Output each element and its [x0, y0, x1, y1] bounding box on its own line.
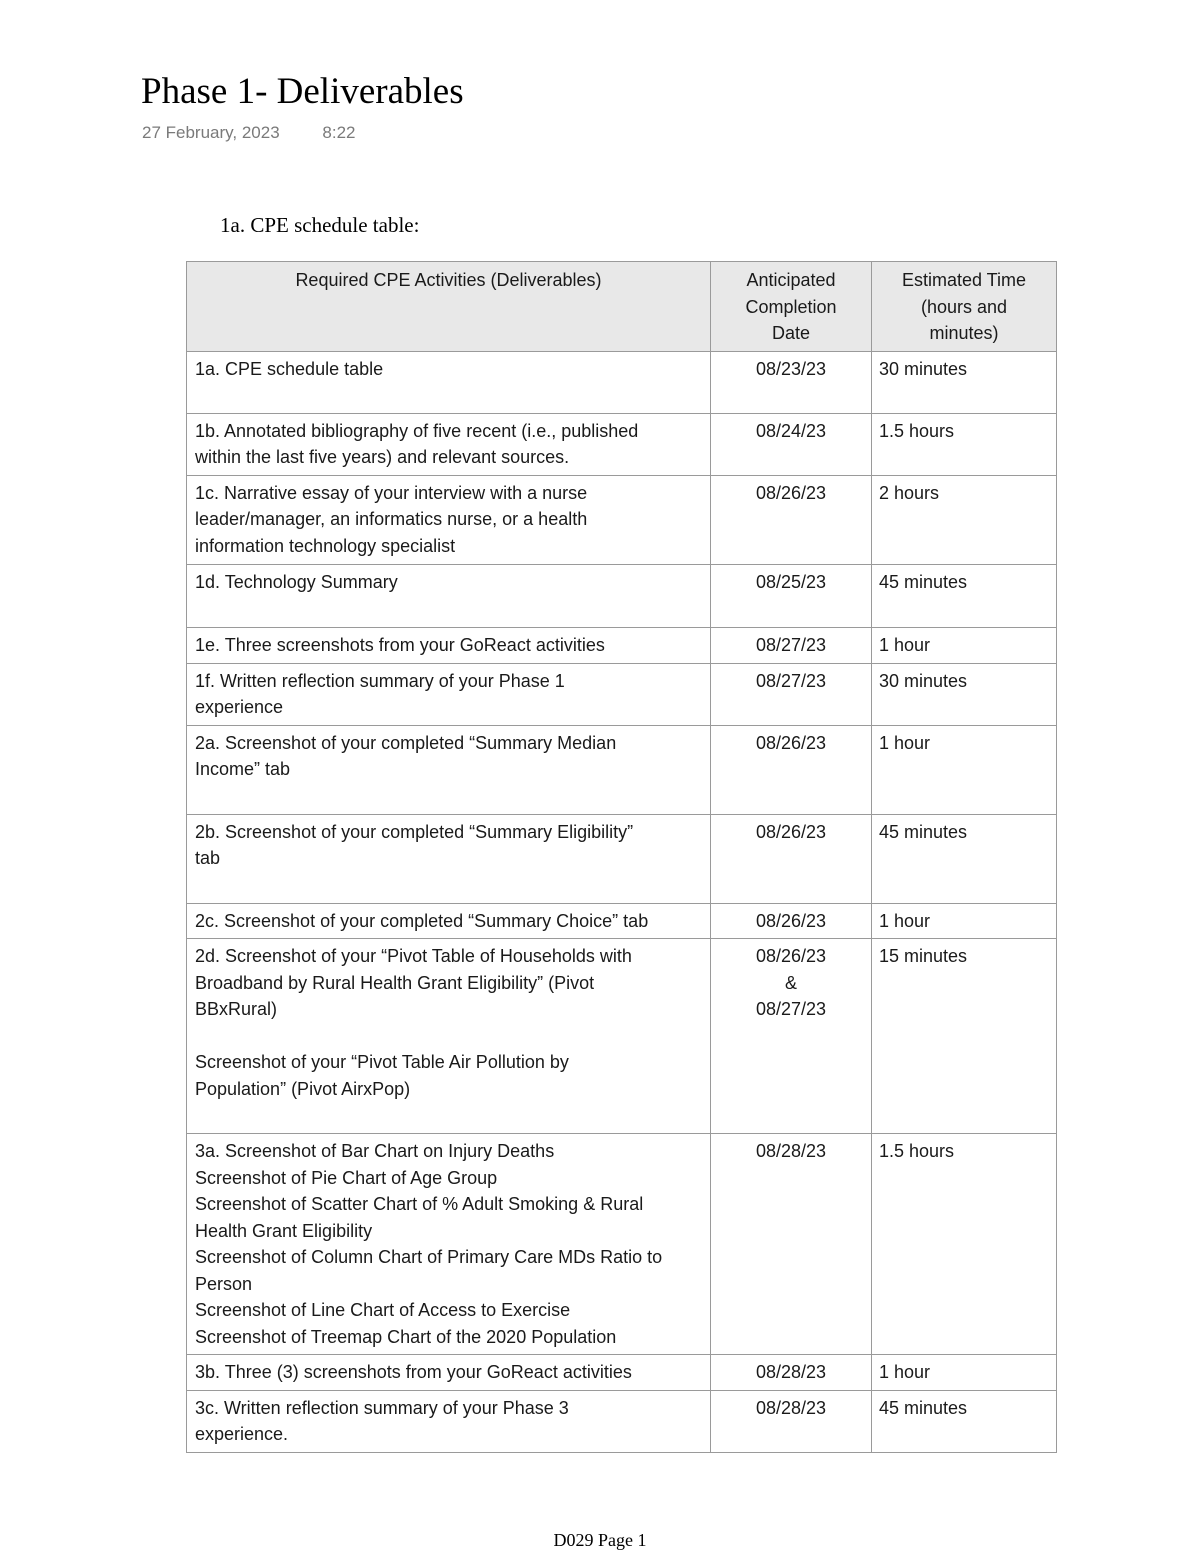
table-row [187, 413, 1057, 475]
activity-line: Broadband by Rural Health Grant Eligibility” (Pivot [195, 972, 595, 993]
cell-estimated-time: 1 hour [872, 725, 1057, 814]
cell-estimated-time: 2 hours [872, 475, 1057, 564]
cell-estimated-time: 1.5 hours [872, 413, 1057, 475]
activity-line: Person [195, 1273, 253, 1294]
table-row [187, 564, 1057, 627]
activity-line: 2c. Screenshot of your completed “Summary Choice” tab [195, 910, 649, 931]
cell-completion-date [711, 351, 872, 413]
cell-estimated-time: 45 minutes [872, 564, 1057, 627]
cell-completion-date [711, 725, 872, 814]
cell-activity [187, 1355, 711, 1391]
header-date [711, 262, 872, 352]
header-line: Estimated Time [901, 270, 1027, 290]
cell-completion-date [711, 1134, 872, 1355]
table-body [187, 351, 1057, 1452]
activity-line: tab [195, 848, 221, 868]
cell-estimated-time: 1 hour [872, 627, 1057, 663]
date-line: & [784, 972, 797, 993]
activity-line: Screenshot of Pie Chart of Age Group [195, 1167, 498, 1188]
activity-line [195, 1023, 702, 1050]
table-row [187, 1390, 1057, 1452]
table-row [187, 814, 1057, 903]
cell-estimated-time: 45 minutes [872, 1390, 1057, 1452]
header-line: Date [771, 323, 811, 343]
cell-activity [187, 413, 711, 475]
activity-line: 1a. CPE schedule table [195, 358, 384, 379]
cell-estimated-time: 15 minutes [872, 939, 1057, 1134]
cell-estimated-time: 1 hour [872, 1355, 1057, 1391]
table-row [187, 939, 1057, 1134]
date-line: 08/23/23 [755, 358, 827, 379]
activity-line: leader/manager, an informatics nurse, or a health [195, 509, 588, 529]
section-heading: 1a. CPE schedule table: [220, 213, 420, 237]
cell-completion-date [711, 903, 872, 939]
cell-estimated-time: 1 hour [872, 903, 1057, 939]
cell-completion-date [711, 1390, 872, 1452]
activity-line: Screenshot of your “Pivot Table Air Pollution by [195, 1052, 569, 1072]
date-line: 08/28/23 [755, 1362, 827, 1382]
date-line: 08/27/23 [755, 999, 827, 1019]
cpe-schedule-table [186, 261, 1057, 1453]
document-meta [142, 123, 356, 143]
activity-line: 2d. Screenshot of your “Pivot Table of Households with [195, 946, 632, 966]
activity-line: 1d. Technology Summary [195, 571, 398, 592]
activity-line: 3c. Written reflection summary of your Phase 3 [195, 1397, 569, 1418]
header-time [872, 262, 1057, 352]
activity-line: 2a. Screenshot of your completed “Summary Median [195, 732, 617, 753]
cell-activity [187, 939, 711, 1134]
activity-line: Income” tab [195, 759, 291, 779]
table-row [187, 1355, 1057, 1391]
table-row [187, 663, 1057, 725]
cell-activity [187, 564, 711, 627]
date-line: 08/24/23 [755, 420, 827, 441]
activity-line: 1e. Three screenshots from your GoReact activities [195, 634, 605, 655]
page-footer: D029 Page 1 [553, 1530, 647, 1550]
header-line: Required CPE Activities (Deliverables) [295, 270, 602, 290]
activity-line: Screenshot of Column Chart of Primary Care MDs Ratio to [195, 1247, 663, 1267]
cell-activity [187, 1134, 711, 1355]
header-line: (hours and [920, 296, 1008, 317]
activity-line: Screenshot of Scatter Chart of % Adult Smoking & Rural [195, 1194, 644, 1214]
table-row [187, 1134, 1057, 1355]
activity-line: experience [195, 697, 284, 717]
date-line: 08/26/23 [755, 821, 827, 842]
cell-activity [187, 351, 711, 413]
cell-completion-date [711, 814, 872, 903]
date-line: 08/26/23 [755, 910, 827, 931]
activity-line: 3b. Three (3) screenshots from your GoReact activities [195, 1362, 632, 1382]
cell-activity [187, 814, 711, 903]
cell-estimated-time: 1.5 hours [872, 1134, 1057, 1355]
activity-line: 1f. Written reflection summary of your Phase 1 [195, 670, 565, 691]
cell-completion-date [711, 939, 872, 1134]
header-activity [187, 262, 711, 352]
document-date: 27 February, 2023 [142, 123, 280, 142]
table-row [187, 351, 1057, 413]
cell-estimated-time: 30 minutes [872, 351, 1057, 413]
table-row [187, 475, 1057, 564]
activity-line: Health Grant Eligibility [195, 1220, 373, 1241]
activity-line: 1b. Annotated bibliography of five recent (i.e., published [195, 420, 639, 441]
date-line: 08/27/23 [755, 670, 827, 691]
activity-line: Screenshot of Treemap Chart of the 2020 Population [195, 1326, 617, 1347]
activity-line: BBxRural) [195, 999, 278, 1019]
table-header-row [187, 262, 1057, 352]
cell-estimated-time: 45 minutes [872, 814, 1057, 903]
cell-estimated-time: 30 minutes [872, 663, 1057, 725]
cell-activity [187, 627, 711, 663]
date-line: 08/25/23 [755, 571, 827, 592]
table-row [187, 627, 1057, 663]
activity-line: within the last five years) and relevant sources. [195, 447, 570, 467]
cell-activity [187, 725, 711, 814]
activity-line: 2b. Screenshot of your completed “Summary Eligibility” [195, 821, 634, 842]
cell-completion-date [711, 413, 872, 475]
activity-line: Screenshot of Line Chart of Access to Exercise [195, 1300, 571, 1320]
activity-line: information technology specialist [195, 535, 456, 556]
date-line: 08/26/23 [755, 946, 827, 966]
header-line: minutes) [929, 323, 999, 343]
date-line: 08/26/23 [755, 732, 827, 753]
table-row [187, 903, 1057, 939]
header-line: Anticipated [746, 270, 836, 290]
document-time: 8:22 [322, 123, 356, 142]
page-title: Phase 1- Deliverables [141, 71, 464, 112]
header-line: Completion [745, 296, 837, 317]
activity-line: experience. [195, 1424, 289, 1444]
table-row [187, 725, 1057, 814]
cell-completion-date [711, 564, 872, 627]
date-line: 08/27/23 [755, 634, 827, 655]
cell-completion-date [711, 1355, 872, 1391]
cell-activity [187, 663, 711, 725]
cell-activity [187, 903, 711, 939]
activity-line: Population” (Pivot AirxPop) [195, 1078, 411, 1099]
cell-completion-date [711, 663, 872, 725]
cell-completion-date [711, 475, 872, 564]
date-line: 08/28/23 [755, 1397, 827, 1418]
cell-activity [187, 475, 711, 564]
cell-completion-date [711, 627, 872, 663]
date-line: 08/28/23 [755, 1141, 827, 1161]
activity-line: 1c. Narrative essay of your interview with a nurse [195, 482, 588, 503]
cell-activity [187, 1390, 711, 1452]
activity-line: 3a. Screenshot of Bar Chart on Injury Deaths [195, 1141, 555, 1161]
date-line: 08/26/23 [755, 482, 827, 503]
